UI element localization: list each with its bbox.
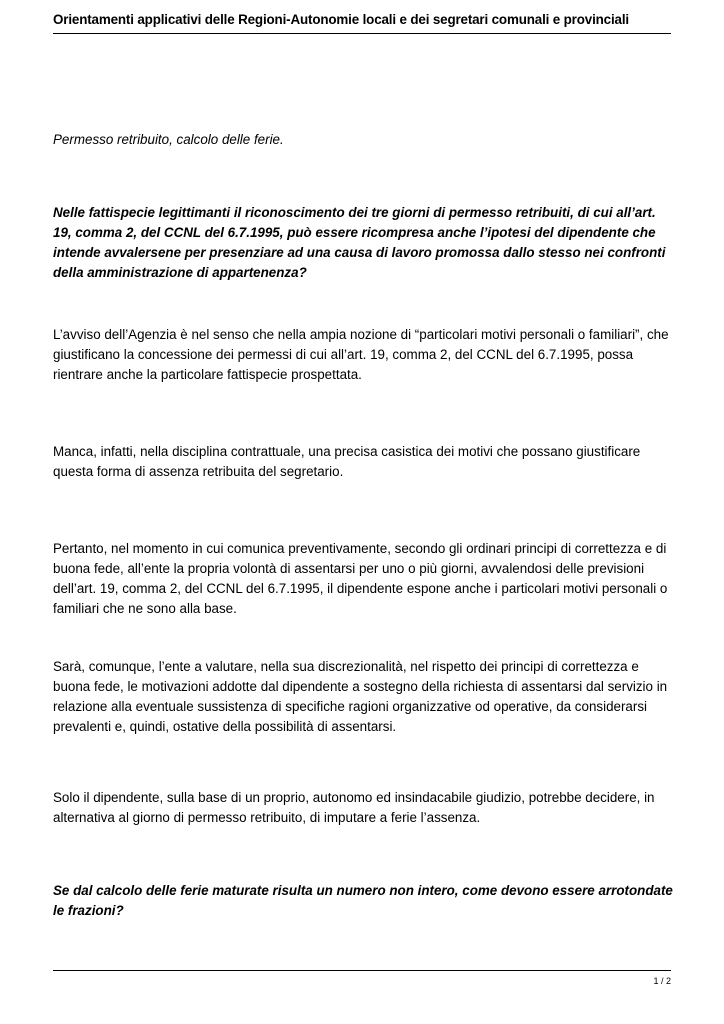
page-header-title: Orientamenti applicativi delle Regioni-Autonomie locali e dei segretari comunali e provinciali (53, 12, 629, 27)
document-subtitle: Permesso retribuito, calcolo delle ferie. (53, 132, 284, 147)
answer-paragraph-3: Pertanto, nel momento in cui comunica preventivamente, secondo gli ordinari principi di correttezza e di buona fede, all’ente la propria volontà di assentarsi per uno o più giorni, avvalendosi delle previsioni dell’art. 19, comma 2, del CCNL del 6.7.1995, il dipendente espone anche i particolari motivi personali o familiari che ne sono alla base. (53, 541, 668, 616)
question-paragraph-1: Nelle fattispecie legittimanti il riconoscimento dei tre giorni di permesso retribuiti, di cui all’art. 19, comma 2, del CCNL del 6.7.1995, può essere ricompresa anche l’ipotesi del dipendente che intende avvalersene per presenziare ad una causa di lavoro promossa dallo stesso nei confronti della amministrazione di appartenenza? (53, 205, 666, 280)
answer-paragraph-1: L’avviso dell’Agenzia è nel senso che nella ampia nozione di “particolari motivi personali o familiari”, che giustificano la concessione dei permessi di cui all’art. 19, comma 2, del CCNL del 6.7.1995, possa rientrare anche la particolare fattispecie prospettata. (53, 327, 669, 382)
page-number: 1 / 2 (653, 976, 671, 986)
answer-paragraph-2: Manca, infatti, nella disciplina contrattuale, una precisa casistica dei motivi che possano giustificare questa forma di assenza retribuita del segretario. (53, 444, 641, 479)
footer-divider (53, 970, 671, 971)
question-paragraph-2: Se dal calcolo delle ferie maturate risulta un numero non intero, come devono essere arrotondate le frazioni? (53, 883, 673, 918)
answer-paragraph-5: Solo il dipendente, sulla base di un proprio, autonomo ed insindacabile giudizio, potrebbe decidere, in alternativa al giorno di permesso retribuito, di imputare a ferie l’assenza. (53, 790, 655, 825)
header-divider (53, 33, 671, 34)
answer-paragraph-4: Sarà, comunque, l’ente a valutare, nella sua discrezionalità, nel rispetto dei principi di correttezza e buona fede, le motivazioni addotte dal dipendente a sostegno della richiesta di assentarsi dal servizio in relazione alla eventuale sussistenza di specifiche ragioni organizzative od operative, da considerarsi prevalenti e, quindi, ostative della possibilità di assentarsi. (53, 659, 668, 734)
